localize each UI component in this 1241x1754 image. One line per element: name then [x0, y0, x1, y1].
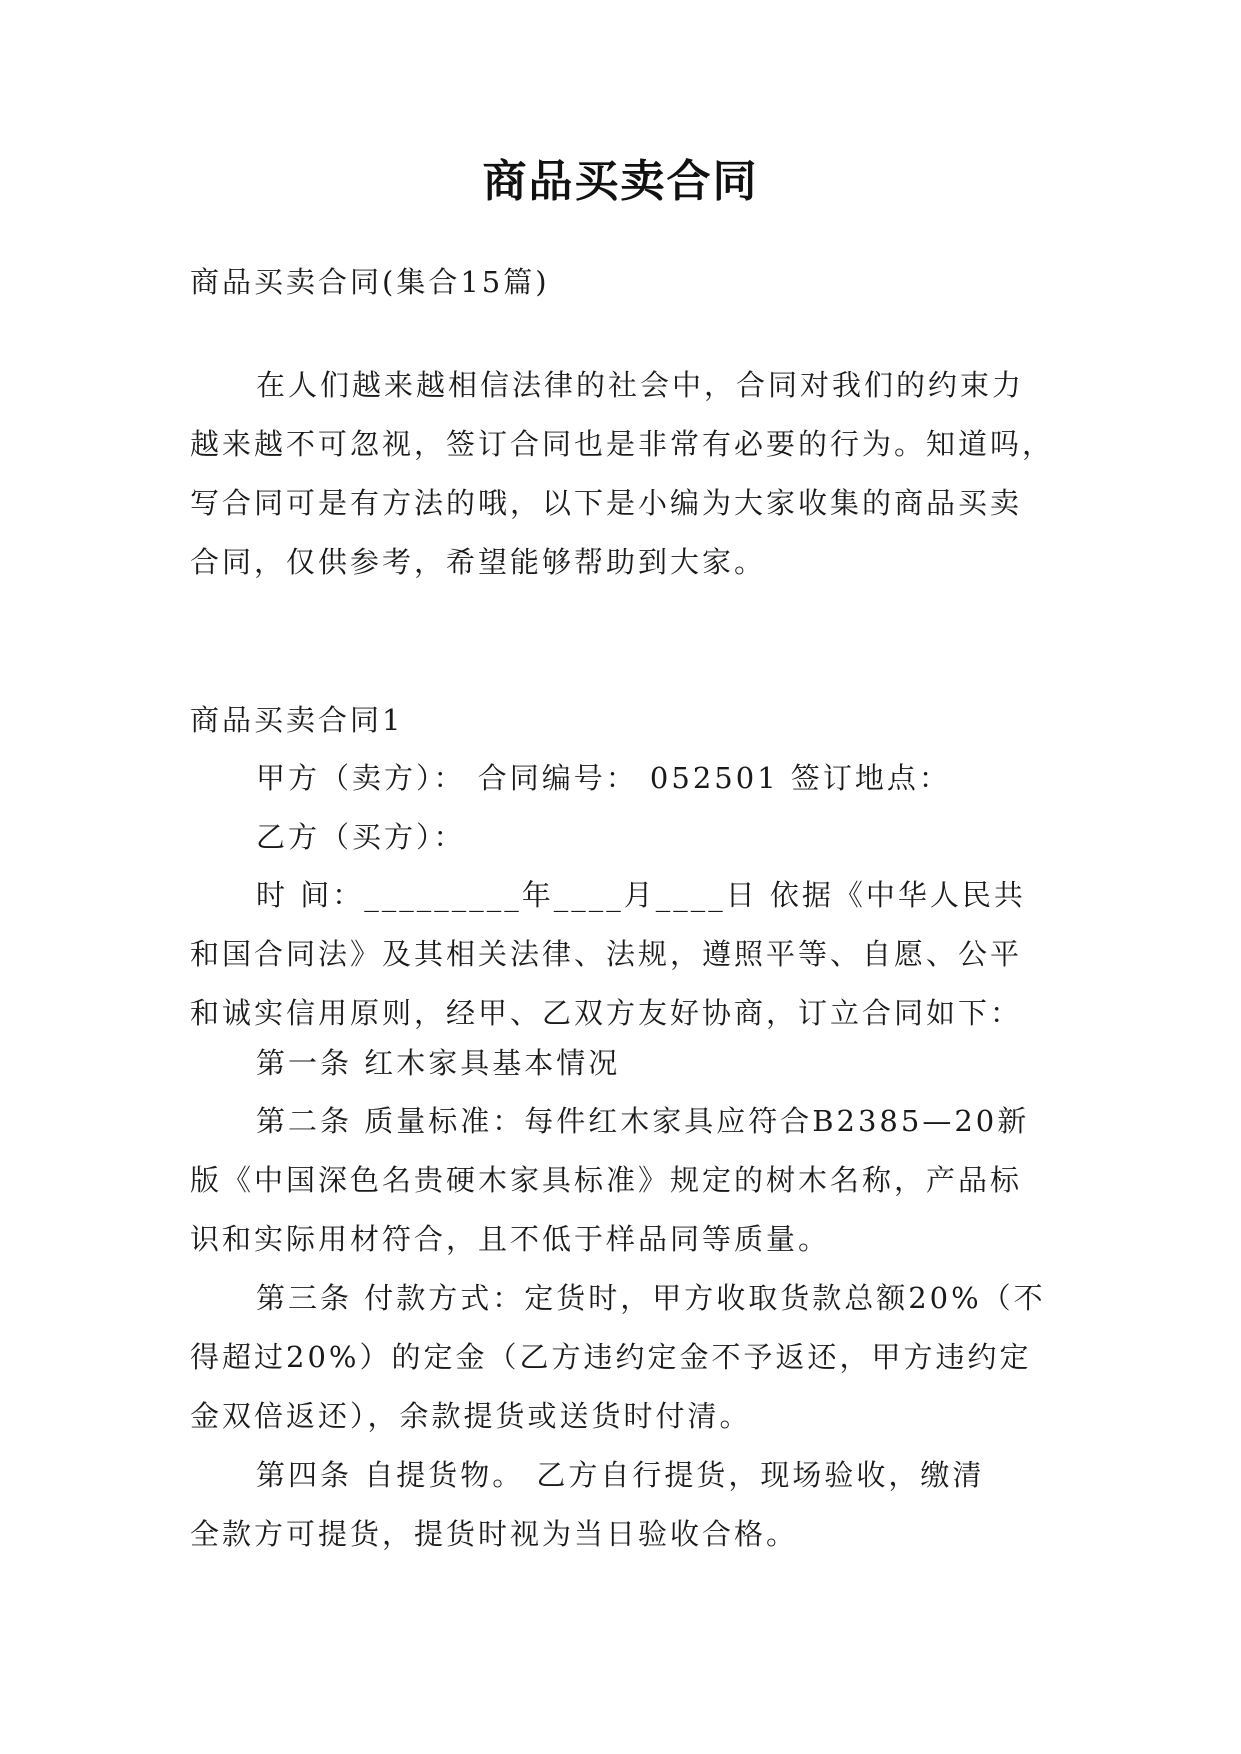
intro-line: 合同，仅供参考，希望能够帮助到大家。: [190, 545, 767, 579]
basis-line: 和国合同法》及其相关法律、法规，遵照平等、自愿、公平: [190, 937, 1023, 971]
basis-line: 时 间：_________年____月____日 依据《中华人民共: [256, 878, 1026, 912]
party-a-line: 甲方（卖方）： 合同编号： 052501 签订地点：: [256, 761, 951, 795]
article-2-line: 版《中国深色名贵硬木家具标准》规定的树木名称，产品标: [190, 1163, 1023, 1197]
intro-paragraph: [190, 356, 1060, 592]
article-3-line: 得超过20%）的定金（乙方违约定金不予返还，甲方违约定: [190, 1340, 1032, 1374]
article-4-paragraph: [190, 1446, 1060, 1564]
article-3-line: 第三条 付款方式：定货时，甲方收取货款总额20%（不: [256, 1281, 1046, 1315]
article-3-line: 金双倍返还），余款提货或送货时付清。: [190, 1399, 752, 1433]
basis-line: 和诚实信用原则，经甲、乙双方友好协商，订立合同如下：: [190, 996, 1023, 1030]
article-4-line: 全款方可提货，提货时视为当日验收合格。: [190, 1517, 799, 1551]
document-title: 商品买卖合同: [482, 156, 759, 207]
intro-line: 越来越不可忽视，签订合同也是非常有必要的行为。知道吗，: [190, 427, 1055, 461]
article-4-line: 第四条 自提货物。 乙方自行提货，现场验收，缴清: [256, 1458, 985, 1492]
article-3-paragraph: [190, 1269, 1060, 1446]
intro-line: 在人们越来越相信法律的社会中，合同对我们的约束力: [256, 368, 1025, 402]
article-2-line: 识和实际用材符合，且不低于样品同等质量。: [190, 1222, 831, 1256]
article-2-line: 第二条 质量标准：每件红木家具应符合B2385—20新: [256, 1104, 1030, 1138]
section-heading: 商品买卖合同1: [190, 703, 404, 737]
article-2-paragraph: [190, 1092, 1060, 1269]
document-subtitle: 商品买卖合同(集合15篇): [190, 265, 550, 299]
basis-paragraph: [190, 866, 1060, 1043]
party-b-line: 乙方（买方）：: [256, 820, 466, 854]
article-1: 第一条 红木家具基本情况: [256, 1046, 621, 1080]
intro-line: 写合同可是有方法的哦，以下是小编为大家收集的商品买卖: [190, 486, 1023, 520]
